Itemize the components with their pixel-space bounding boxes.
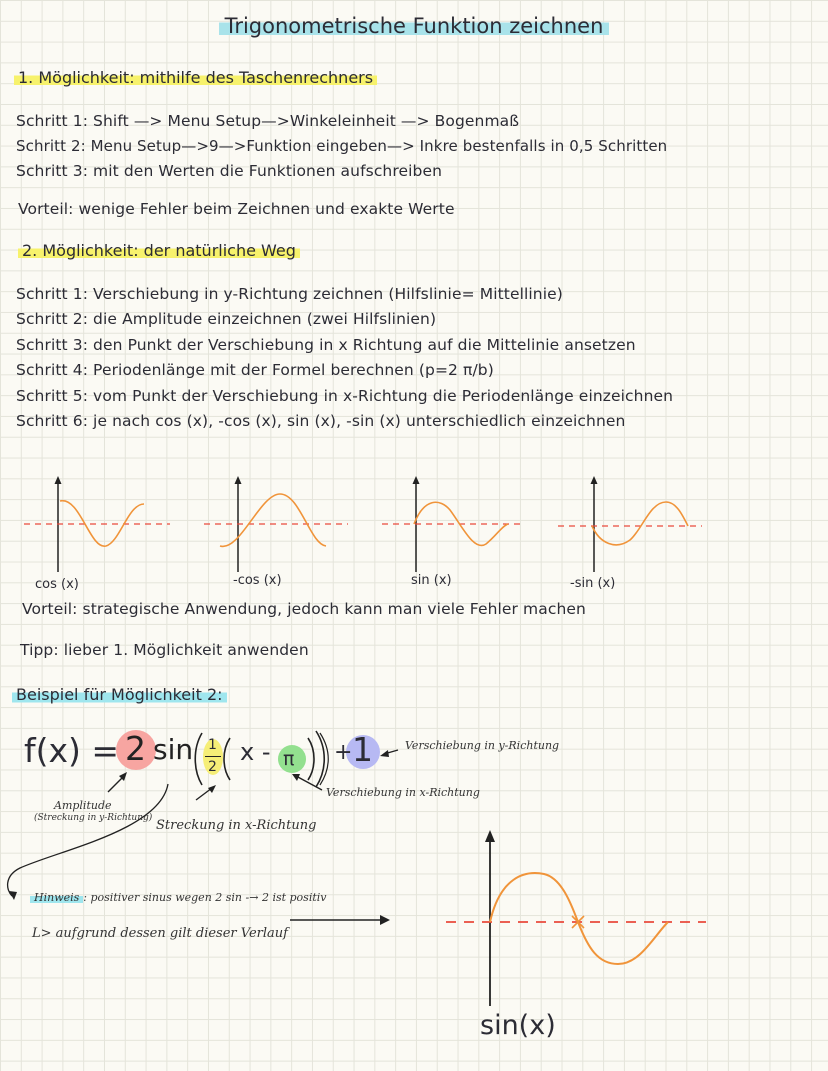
formula-fraction-bar xyxy=(205,756,221,757)
section2-step-4: Schritt 4: Periodenlänge mit der Formel berechnen (p=2 π/b) xyxy=(16,361,494,379)
example-graph xyxy=(440,826,720,1016)
section2-step-5: Schritt 5: vom Punkt der Verschiebung in x-Richtung die Periodenlänge einzeichnen xyxy=(16,387,674,405)
section1-advantage: Vorteil: wenige Fehler beim Zeichnen und exakte Werte xyxy=(18,200,455,218)
section2-step-1: Schritt 1: Verschiebung in y-Richtung zeichnen (Hilfslinie= Mittellinie) xyxy=(16,285,563,303)
section2-advantage: Vorteil: strategische Anwendung, jedoch kann man viele Fehler machen xyxy=(22,600,586,618)
graph-neg-sin-label: -sin (x) xyxy=(570,576,616,591)
section2-step-6: Schritt 6: je nach cos (x), -cos (x), sin (x), -sin (x) unterschiedlich einzeichnen xyxy=(16,412,626,430)
section1-step-2: Schritt 2: Menu Setup—>9—>Funktion eingeben—> Inkre bestenfalls in 0,5 Schritten xyxy=(16,137,668,155)
example-heading-text: Beispiel für Möglichkeit 2: xyxy=(12,685,227,704)
example-graph-label: sin(x) xyxy=(480,1010,556,1041)
hint-text: : positiver sinus wegen 2 sin -→ 2 ist positiv xyxy=(83,891,327,904)
formula-func: sin xyxy=(153,733,194,766)
section2-heading-text: 2. Möglichkeit: der natürliche Weg xyxy=(18,241,300,260)
formula-plus: + xyxy=(334,740,353,765)
section1-heading-text: 1. Möglichkeit: mithilfe des Taschenrechners xyxy=(14,68,377,87)
section1-step-1: Schritt 1: Shift —> Menu Setup—>Winkeleinheit —> Bogenmaß xyxy=(16,112,520,130)
annotation-x-shift: Verschiebung in x-Richtung xyxy=(326,786,480,799)
hint-label: Hinweis xyxy=(30,891,83,904)
annotation-y-shift: Verschiebung in y-Richtung xyxy=(405,739,560,752)
title-text: Trigonometrische Funktion zeichnen xyxy=(219,14,610,38)
formula-b-numerator: 1 xyxy=(208,737,217,753)
formula-b-denominator: 2 xyxy=(208,759,217,775)
formula-c: π xyxy=(283,748,295,770)
formula-d: 1 xyxy=(352,730,373,769)
annotation-amplitude: Amplitude xyxy=(54,799,112,812)
formula-lhs: f(x) = xyxy=(24,731,120,770)
graph-sin-label: sin (x) xyxy=(411,573,452,588)
formula-x: x - xyxy=(240,738,271,766)
graph-cos-label: cos (x) xyxy=(35,577,79,592)
annotation-amplitude-sub: (Streckung in y-Richtung) xyxy=(34,813,153,823)
graph-neg-cos-label: -cos (x) xyxy=(233,573,282,588)
section1-step-3: Schritt 3: mit den Werten die Funktionen aufschreiben xyxy=(16,162,443,180)
section2-step-3: Schritt 3: den Punkt der Verschiebung in x Richtung auf die Mittelinie ansetzen xyxy=(16,336,636,354)
annotation-stretch-x: Streckung in x-Richtung xyxy=(156,818,317,833)
formula-amplitude: 2 xyxy=(125,729,146,768)
section2-step-2: Schritt 2: die Amplitude einzeichnen (zwei Hilfslinien) xyxy=(16,310,437,328)
consequence-text: L> aufgrund dessen gilt dieser Verlauf xyxy=(32,926,288,941)
tip-text: Tipp: lieber 1. Möglichkeit anwenden xyxy=(20,641,309,659)
hint-line xyxy=(30,891,327,904)
